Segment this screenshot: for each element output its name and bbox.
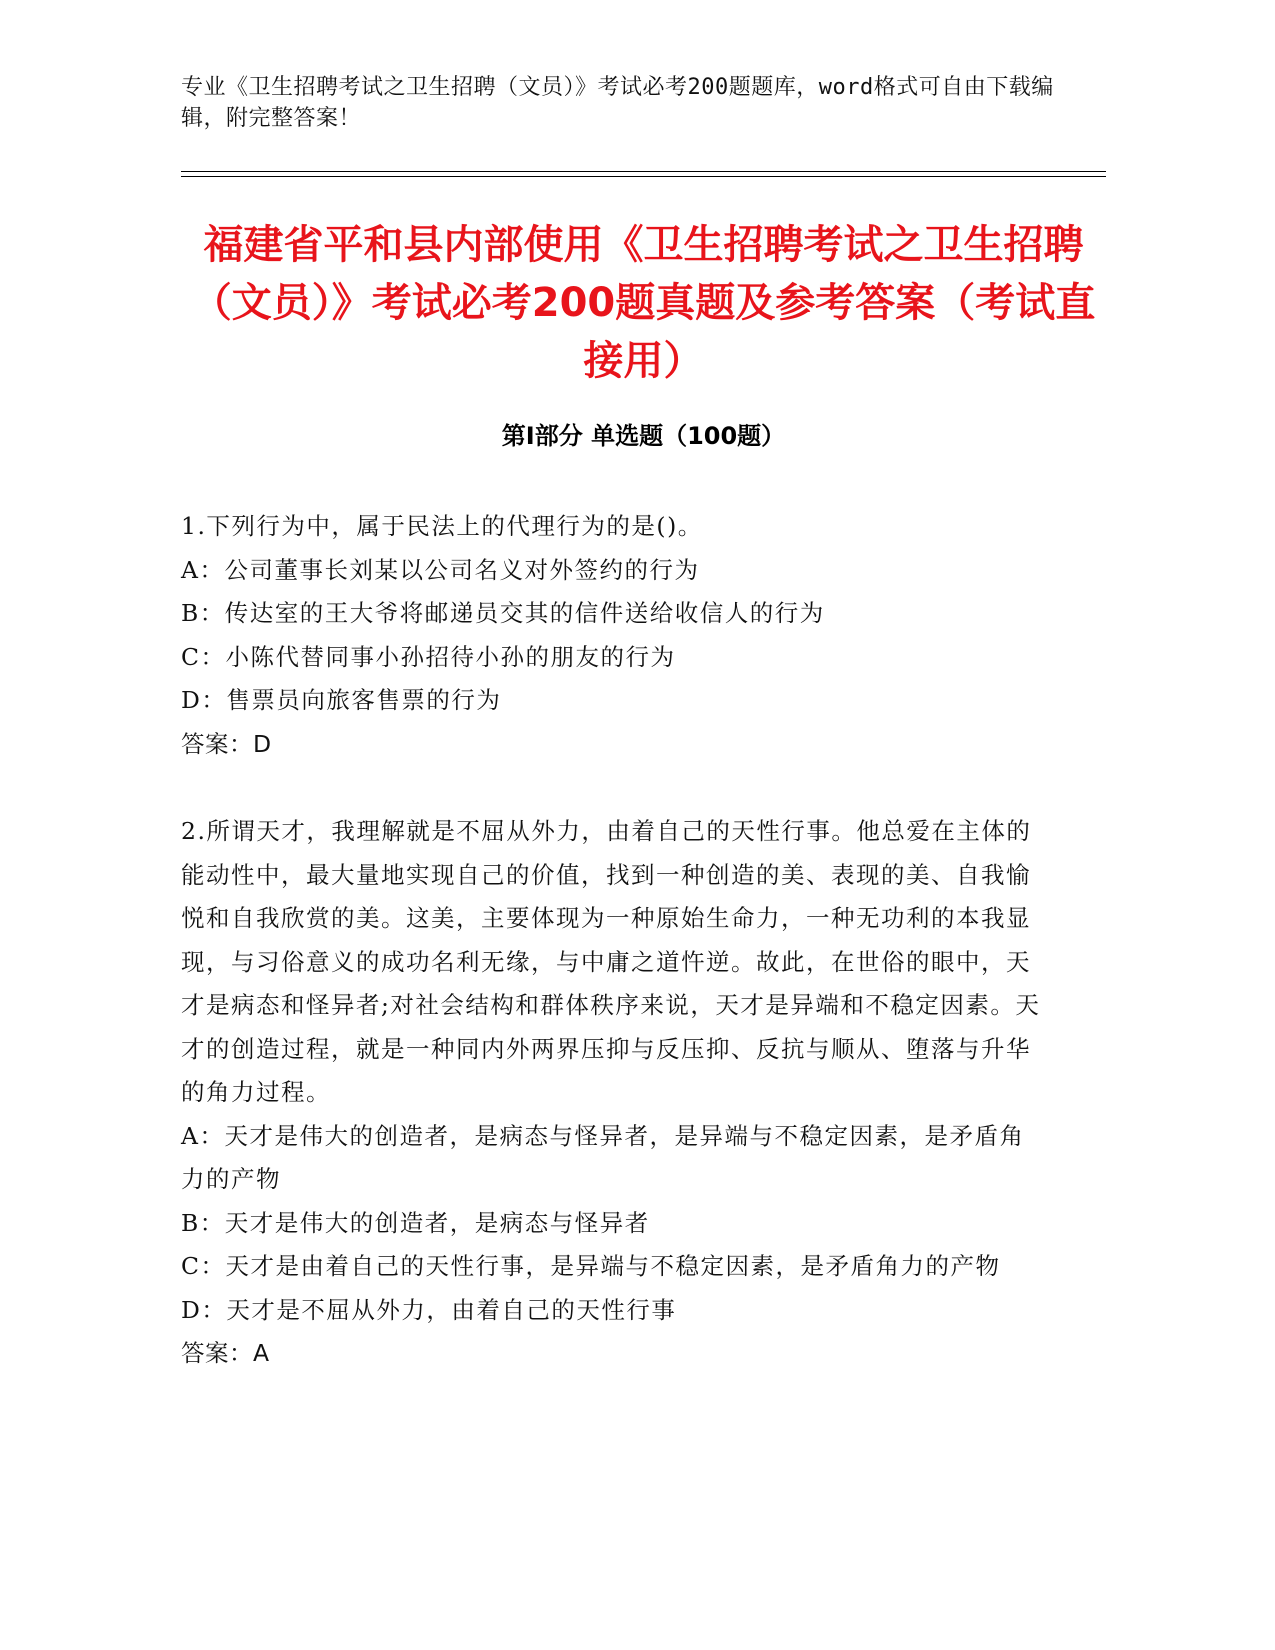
answer: 答案：D: [181, 729, 272, 758]
option-b: B：天才是伟大的创造者，是病态与怪异者: [181, 1208, 650, 1237]
question-2: [181, 810, 1041, 1376]
option-c: C：天才是由着自己的天性行事，是异端与不稳定因素，是矛盾角力的产物: [181, 1252, 1001, 1280]
option-a: A：天才是伟大的创造者，是病态与怪异者，是异端与不稳定因素，是矛盾角力的产物: [181, 1121, 1025, 1193]
answer: 答案：A: [181, 1339, 270, 1367]
option-a: A：公司董事长刘某以公司名义对外签约的行为: [181, 555, 700, 584]
option-d: D：天才是不屈从外力，由着自己的天性行事: [181, 1295, 677, 1324]
document-title: 福建省平和县内部使用《卫生招聘考试之卫生招聘（文员）》考试必考200题真题及参考答案（考试直接用）: [191, 222, 1096, 384]
option-d: D：售票员向旅客售票的行为: [181, 686, 502, 714]
question-stem: 1.下列行为中，属于民法上的代理行为的是()。: [181, 512, 703, 540]
header-note: 专业《卫生招聘考试之卫生招聘（文员）》考试必考200题题库，word格式可自由下载编辑，附完整答案！: [181, 75, 1054, 131]
header-divider-top: [181, 171, 1106, 172]
question-list: [181, 505, 1041, 1420]
question-stem: 2.所谓天才，我理解就是不屈从外力，由着自己的天性行事。他总爱在主体的能动性中，最大量地实现自己的价值，找到一种创造的美、表现的美、自我愉悦和自我欣赏的美。这美，主要体现为一种原始生命力，一种无功利的本我显现，与习俗意义的成功名利无缘，与中庸之道忤逆。故此，在世俗的眼中，天才是病态和怪异者;对社会结构和群体秩序来说，天才是异端和不稳定因素。天才的创造过程，就是一种同内外两界压抑与反压抑、反抗与顺从、堕落与升华的角力过程。: [181, 817, 1041, 1106]
header-divider-bottom: [181, 176, 1106, 177]
question-1: [181, 505, 1041, 766]
option-c: C：小陈代替同事小孙招待小孙的朋友的行为: [181, 642, 676, 671]
section-title: 第Ⅰ部分 单选题（100题）: [501, 422, 786, 450]
option-b: B：传达室的王大爷将邮递员交其的信件送给收信人的行为: [181, 599, 825, 627]
